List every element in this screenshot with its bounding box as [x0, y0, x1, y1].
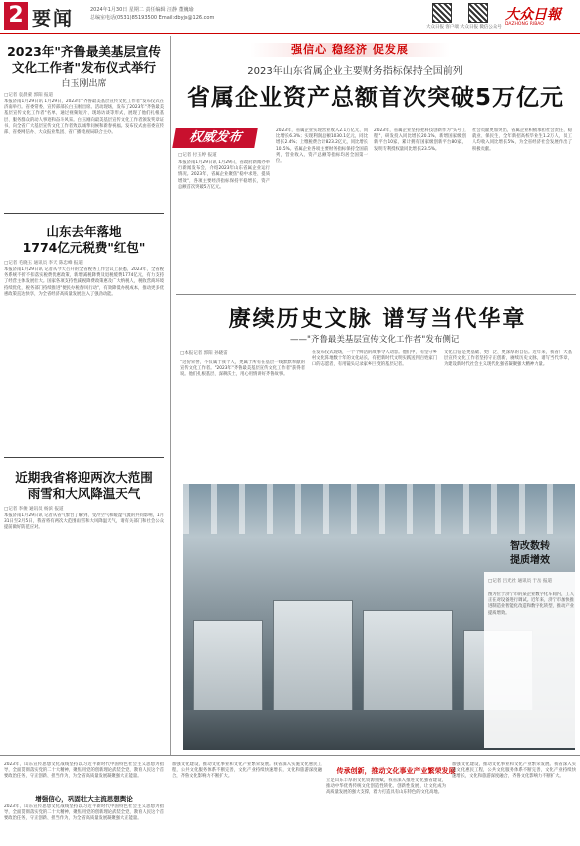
section-title: 要闻	[32, 8, 75, 30]
qr-label-app: 大众日报 客户端	[426, 25, 459, 30]
second-body-col2: 在发布仪式现场，一个个鲜活的故事令人动容。他们中，有坚守乡村文化阵地数十年的文化站长，有把新时代文明实践送到百姓家门口的志愿者，有用镜头记录家乡巨变的基层记者。	[312, 350, 437, 368]
story1-title-line2[interactable]: 文化工作者"发布仪式举行	[11, 60, 156, 75]
bottom-far-right-body: 加强文化建设，推动文化事业和文化产业繁荣发展。我省深入实施文化惠民工程，公共文化服务体系不断完善，文化产业持续快速增长，文化和旅游深度融合，齐鲁文化影响力不断扩大。	[452, 762, 576, 780]
main-kicker: 2023年山东省属企业主要财务指标保持全国前列	[247, 66, 463, 77]
second-body-col3: 文化自信是更基础、更广泛、更深厚的自信。近年来，我省广大基层宣传文化工作者坚持守正创新，赓续历史文脉，谱写当代华章，为建设新时代社会主义现代化强省凝聚强大精神力量。	[444, 350, 572, 368]
date-editor-line: 2024年1月30日 星期二 责任编辑 汪静 董巍瑜	[90, 7, 194, 13]
story3-title-line2[interactable]: 雨雪和大风降温天气	[27, 486, 141, 501]
page-number: 2	[4, 2, 28, 30]
second-subtitle: ——"齐鲁最美基层宣传文化工作者"发布侧记	[290, 335, 460, 345]
divider	[176, 294, 576, 295]
main-byline: □记者 付玉婷 报道	[178, 153, 217, 158]
photo-caption-title	[490, 540, 570, 568]
main-body-col2: 2023年，省属企业实现营业收入2.1万亿元、同比增长6.3%；实现利润总额1030.1亿元，同比增长2.4%；上缴税费合计823.2亿元，同比增长10.5%。省属企业各项主要财务指标保持全国前列，营业收入、资产总额等指标均居全国第一位。	[276, 128, 368, 165]
bottom-right-body: 立足山东丰厚的文化资源禀赋，我省深入推进文化强省建设，推动中华优秀传统文化创造性转化、创新性发展，让文化成为高质量发展的强大支撑，着力打造具有山东特色的文化高地。	[326, 778, 446, 796]
bottom-left-intro: 2023年，山东宣传思想文化战线坚持以习近平新时代中国特色社会主义思想为指导，全面贯彻落实党的二十大精神，聚焦用党的创新理论武装全党、教育人民这个首要政治任务，守正创新、担当作为，为全省高质量发展凝聚强大正能量。	[4, 762, 164, 780]
bottom-right-kicker[interactable]: 传承创新，推动文化事业产业繁荣发展	[336, 767, 456, 775]
caption-title-line1: 智改数转	[510, 541, 550, 552]
bottom-left-headline[interactable]: 增强信心，巩固壮大主流思想舆论	[35, 795, 133, 803]
newspaper-logo: 大众日報	[505, 7, 561, 23]
main-body-col4: 社会贡献更加突出，省属企业积极承担社会责任，稳就业、保民生，全年新招高校毕业生1.2万人，员工人均收入同比增长5%，为全省经济社会发展作出了积极贡献。	[472, 128, 572, 152]
story3-byline: □记者 李俊 通讯员 杨滨 报道	[4, 507, 64, 512]
bottom-mid-body: 加强文化建设，推动文化事业和文化产业繁荣发展。我省深入实施文化惠民工程，公共文化服务体系不断完善，文化产业持续快速增长，文化和旅游深度融合，齐鲁文化影响力不断扩大。	[172, 762, 322, 780]
story2-body: 本报济南1月29日讯 记者从今天召开的全省税务工作会议上获悉，2023年，全省税务系统不折不扣落实税费优惠政策，新增减税降费及退税缓费1774亿元，有力支持了经营主体发展壮大。国家各项支持性减税降费政策惠及广大纳税人，税收营商环境持续优化，税务部门持续推进"便民办税春风行动"，有效降低办税成本，推动更多优惠政策直达快享，为全省经济高质量发展注入了强劲动能。	[4, 267, 164, 297]
story3-body: 本报济南1月29日讯 记者从省气象台了解到，受冷空气和暖湿气流的共同影响，1月31日至2月5日，我省将有两次大范围雨雪和大风降温天气，请有关部门和社会公众提前做好防范应对。	[4, 513, 164, 531]
second-body-col1: "这份荣誉，不仅属于我个人，更属于所有在基层一线默默奉献的宣传文化工作者。"2023年"齐鲁最美基层宣传文化工作者"获得者说。他们扎根基层、深耕沃土，用心用情讲好齐鲁故事。	[180, 360, 305, 378]
newspaper-logo-pinyin: DAZHONG RIBAO	[505, 22, 544, 27]
second-byline: □本报记者 郭阳 孙晓雷	[180, 351, 228, 356]
authoritative-release-badge: 权威发布	[172, 128, 258, 148]
main-body-col1: 本报济南1月29日讯 1月29日，省政府新闻办举行新闻发布会，介绍2023年山东省属企业运行情况。2023年，省属企业聚焦"稳中求进、提质增效"，各项主要经济指标保持平稳增长，资产总额首次突破5万亿元。	[178, 160, 270, 190]
caption-byline: □记者 吕光社 通讯员 于岳 报道	[488, 579, 552, 584]
story2-title-line1[interactable]: 山东去年落地	[46, 224, 122, 239]
masthead	[0, 0, 580, 34]
bottom-left-body: 2023年，山东宣传思想文化战线坚持以习近平新时代中国特色社会主义思想为指导，全面贯彻落实党的二十大精神，聚焦用党的创新理论武装全党、教育人民这个首要政治任务，守正创新、担当作为，为全省高质量发展凝聚强大正能量。	[4, 804, 164, 822]
caption-title-line2: 提质增效	[510, 555, 550, 566]
caption-text: 图为位于济宁市的某企业数字化车间内，工人正在对设备进行调试。近年来，济宁市加快推进制造业智能化改造和数字化转型，推动产业提质增效。	[488, 592, 574, 616]
second-headline[interactable]: 赓续历史文脉 谱写当代华章	[228, 307, 527, 332]
left-column	[0, 36, 168, 685]
story1-body: 本报济南1月29日讯 1月29日，2023年"齐鲁最美基层宣传文化工作者"发布仪式在济南举行。省委常委、宣传部部长白玉刚出席。活动现场，发布了2023年"齐鲁最美基层宣传文化工作者"名单，通过视频短片、现场访谈等形式，展现了他们扎根基层、服务群众的动人事迹和奋斗风采。白玉刚向最美基层宣传文化工作者颁发奖章证书，向全省广大基层宣传文化工作者致以诚挚问候和新春祝福。发布仪式由省委宣传部、省委网信办、大众报业集团、省广播电视局联合主办。	[4, 99, 164, 136]
story2-byline: □记者 毛晓玉 通讯员 李天 陈忠峰 报道	[4, 261, 83, 266]
divider	[0, 755, 580, 756]
story1-subtitle: 白玉刚出席	[61, 79, 107, 89]
qr-code-icon[interactable]	[432, 3, 452, 23]
slogan-banner: 强信心 稳经济 促发展	[250, 43, 450, 57]
qr-label-wechat: 大众日报 微信公众号	[460, 25, 502, 30]
qr-code-icon[interactable]	[468, 3, 488, 23]
column-divider	[170, 36, 171, 756]
main-headline[interactable]: 省属企业资产总额首次突破5万亿元	[186, 85, 564, 111]
story2-title-line2[interactable]: 1774亿元税费"红包"	[22, 240, 146, 255]
main-body-col3: 2023年，省属企业坚持把科技创新作为"头号工程"，研发投入同比增长20.1%，新增国家级创新平台10家，累计拥有国家级创新平台80家，发明专利授权量同比增长23.5%。	[374, 128, 466, 152]
contact-line: 总编室电话(0531)85193500 Email:dbyjs@126.com	[90, 15, 215, 21]
story3-title-line1[interactable]: 近期我省将迎两次大范围	[15, 470, 153, 485]
story1-byline: □记者 袁晨蒙 郭阳 报道	[4, 93, 54, 98]
story1-title-line1[interactable]: 2023年"齐鲁最美基层宣传	[7, 44, 161, 59]
